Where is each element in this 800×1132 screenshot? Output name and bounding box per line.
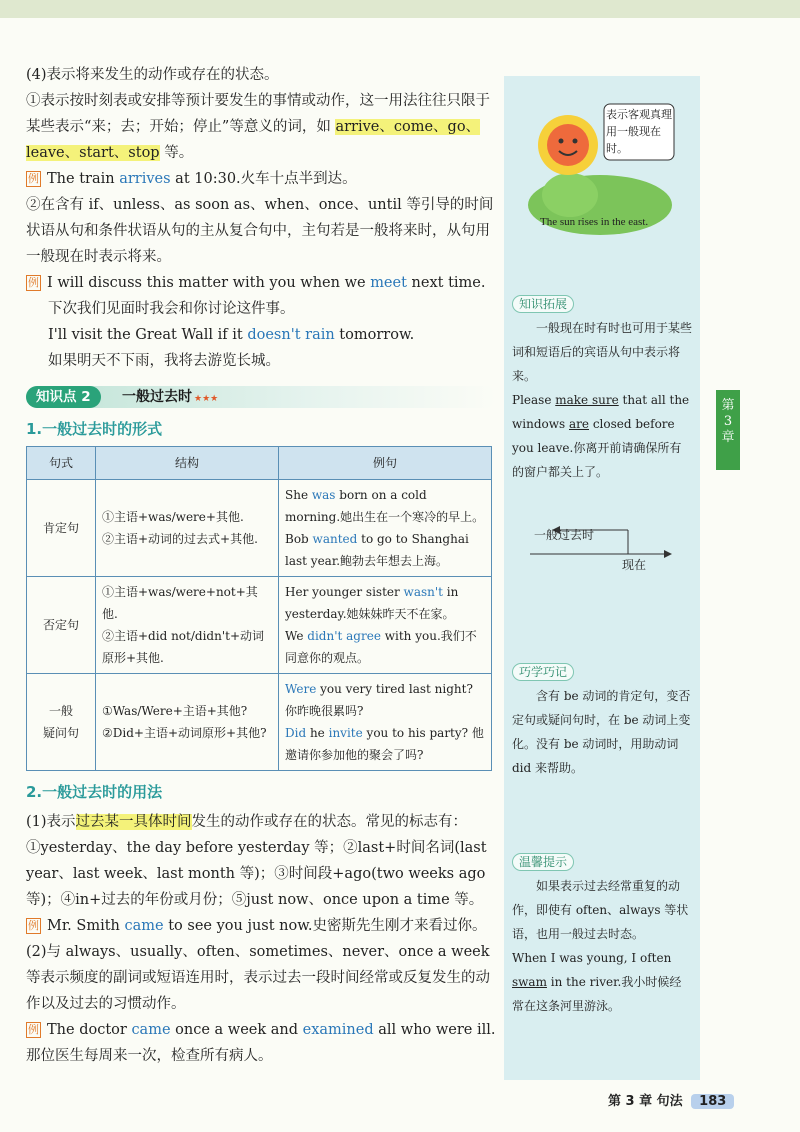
example-sentence: Did he <box>285 726 329 740</box>
table-header: 结构 <box>96 447 279 480</box>
illustration-caption: The sun rises in the east. <box>540 216 649 228</box>
example-translation: 如果明天不下雨，我将去游览长城。 <box>48 353 280 369</box>
tip-text: 一般现在时有时也可用于某些词和短语后的宾语从句中表示将来。 <box>512 321 693 383</box>
sun-icon <box>538 115 598 175</box>
page-footer <box>608 1090 734 1109</box>
example-label: 例 <box>28 276 39 289</box>
example-cell <box>279 674 492 771</box>
knowledge-point-title: 一般过去时 ★★★ <box>122 389 219 405</box>
table-row <box>27 674 492 771</box>
example-label: 例 <box>28 172 39 185</box>
tip-tag: 知识拓展 <box>512 295 574 313</box>
example: 例 The doctor came once a week and examined all who were ill. <box>28 1022 496 1038</box>
section-title: (4)表示将来发生的动作或存在的状态。 <box>26 67 279 83</box>
bush-shape <box>542 173 598 217</box>
table-header: 句式 <box>27 447 96 480</box>
grammar-table <box>26 446 492 771</box>
example: 例 Mr. Smith came to see you just now.史密斯先生刚才来看过你。 <box>28 918 487 934</box>
example-sentence: She was born on a cold morning.她出生在一个寒冷的早上。 <box>285 488 485 524</box>
bubble-text: 表示客观真理用一般现在时。 <box>606 108 672 155</box>
knowledge-point-header <box>26 384 496 410</box>
star-rating: ★★★ <box>194 394 219 404</box>
highlight: 过去某一具体时间 <box>75 814 192 830</box>
tip-example: When I was young, I often swam in the river.我小时候经常在这条河里游泳。 <box>512 951 682 1013</box>
structure-cell: ①Was/Were+主语+其他? ②Did+主语+动词原形+其他? <box>96 674 279 771</box>
highlight: arrive、come、go、leave、start、stop <box>26 119 481 161</box>
subsection-title: 2.一般过去时的用法 <box>26 783 163 801</box>
table-row <box>27 480 492 577</box>
example: I'll visit the Great Wall if it doesn't rain tomorrow. <box>48 327 415 343</box>
example: 例 The train arrives at 10:30.火车十点半到达。 <box>28 171 357 187</box>
tip-reminder <box>512 850 692 1018</box>
subsection-title: 1.一般过去时的形式 <box>26 420 163 438</box>
example-sentence: Bob wanted to go to Shanghai last year.鲍勃去年想去上海。 <box>285 532 469 568</box>
chapter-label: 第 3 章 句法 <box>608 1094 683 1109</box>
timeline-past-label: 一般过去时 <box>534 528 595 542</box>
tip-knowledge-extension <box>512 292 692 484</box>
tip-tag: 巧学巧记 <box>512 663 574 681</box>
paragraph: ①表示按时刻表或安排等预计要发生的事情或动作，这一用法往往只限于某些表示“来；去；开始；停止”等意义的词，如 arrive、come、go、leave、start、stop 等。 <box>26 93 490 161</box>
example-label: 例 <box>28 1023 39 1036</box>
example-sentence: We didn't agree with you.我们不同意你的观点。 <box>285 629 477 665</box>
sentence-type-cell: 否定句 <box>27 577 96 674</box>
paragraph: (2)与 always、usually、often、sometimes、never、once a week 等表示频度的副词或短语连用时，表示过去一段时间经常或反复发生的动作以及过去的习惯动作。 <box>26 944 490 1012</box>
tip-text: 含有 be 动词的肯定句，变否定句或疑问句时，在 be 动词上变化。没有 be 动词时，用助动词 did 来帮助。 <box>512 689 691 775</box>
example: 例 I will discuss this matter with you when we meet next time. <box>28 275 486 291</box>
tip-memory <box>512 660 692 780</box>
example-sentence: Were you very tired last night? 你昨晚很累吗? <box>285 682 473 718</box>
chapter-tab: 第 3 章 <box>716 390 740 470</box>
sentence-type-cell: 肯定句 <box>27 480 96 577</box>
tip-example: Please make sure that all the windows are closed before you leave.你离开前请确保所有的窗户都关上了。 <box>512 393 690 479</box>
table-header: 例句 <box>279 447 492 480</box>
example-cell <box>279 577 492 674</box>
page-number: 183 <box>691 1094 734 1109</box>
arrow-right-icon <box>664 550 672 558</box>
example-label: 例 <box>28 919 39 932</box>
sentence-type-cell: 一般 疑问句 <box>27 674 96 771</box>
example-sentence: Her younger sister wasn't in yesterday.她妹妹昨天不在家。 <box>285 585 459 621</box>
paragraph: ②在含有 if、unless、as soon as、when、once、until 等引导的时间状语从句和条件状语从句的主从复合句中，主句若是一般将来时，从句用一般现在时表示将来。 <box>26 197 494 265</box>
tip-tag: 温馨提示 <box>512 853 574 871</box>
structure-cell: ①主语+was/were+not+其他. ②主语+did not/didn't+动词原形+其他. <box>96 577 279 674</box>
example-cell <box>279 480 492 577</box>
example-translation: 那位医生每周来一次，检查所有病人。 <box>26 1048 273 1064</box>
main-column <box>26 62 496 1069</box>
timeline-now-label: 现在 <box>622 558 647 572</box>
tip-text: 如果表示过去经常重复的动作，即使有 often、always 等状语，也用一般过去时态。 <box>512 879 689 941</box>
top-strip <box>0 0 800 18</box>
paragraph: (1)表示过去某一具体时间发生的动作或存在的状态。常见的标志有：①yesterday、the day before yesterday 等；②last+时间名词(last year、last week、last month 等)；③时间段+ago(two weeks ago 等)；④in+过去的年份或月份；⑤just now、once upon a time 等。 <box>26 814 487 908</box>
knowledge-point-tag: 知识点 2 <box>26 386 101 408</box>
table-row <box>27 577 492 674</box>
example-translation: 下次我们见面时我会和你讨论这件事。 <box>48 301 295 317</box>
structure-cell: ①主语+was/were+其他. ②主语+动词的过去式+其他. <box>96 480 279 577</box>
example-sentence: invite you to his party? 他邀请你参加他的聚会了吗? <box>285 726 484 762</box>
